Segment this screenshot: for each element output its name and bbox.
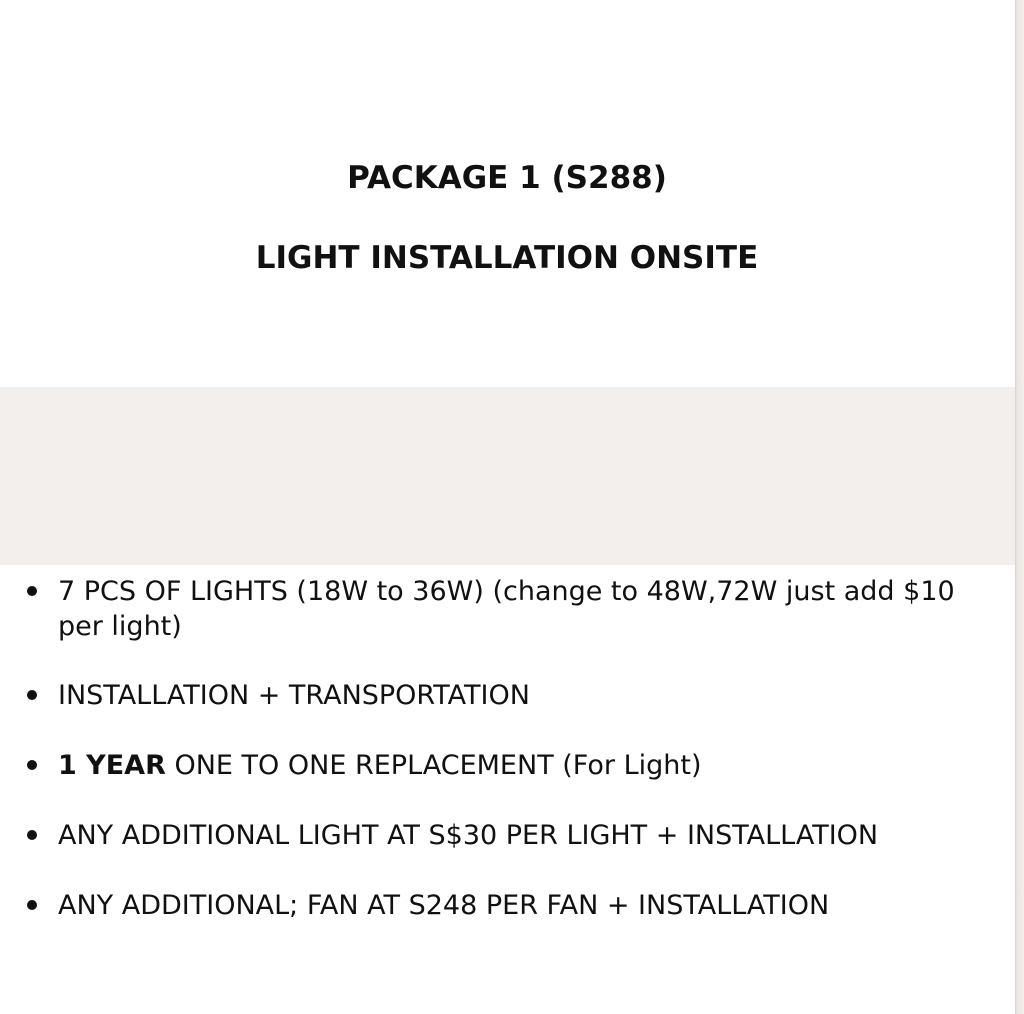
- list-item-text: [58, 748, 988, 783]
- bullet-icon: [27, 760, 37, 770]
- page-edge: [1015, 0, 1024, 1014]
- list-item-text: ANY ADDITIONAL; FAN AT S248 PER FAN + INSTALLATION: [58, 890, 830, 921]
- list-item-text: INSTALLATION + TRANSPORTATION: [58, 680, 530, 711]
- list-item-rest: ONE TO ONE REPLACEMENT (For Light): [165, 750, 702, 781]
- list-item-text: 7 PCS OF LIGHTS (18W to 36W) (change to 48W,72W just add $10 per light): [58, 576, 955, 642]
- package-subtitle: LIGHT INSTALLATION ONSITE: [255, 240, 759, 276]
- bullet-icon: [27, 690, 37, 700]
- bullet-icon: [27, 830, 37, 840]
- bullet-icon: [27, 900, 37, 910]
- package-title: PACKAGE 1 (S288): [347, 160, 667, 196]
- bullet-icon: [27, 586, 37, 596]
- list-item-emphasis: 1 YEAR: [58, 750, 166, 781]
- divider-band: [0, 387, 1024, 565]
- list-item-text: ANY ADDITIONAL LIGHT AT S$30 PER LIGHT + INSTALLATION: [58, 820, 879, 851]
